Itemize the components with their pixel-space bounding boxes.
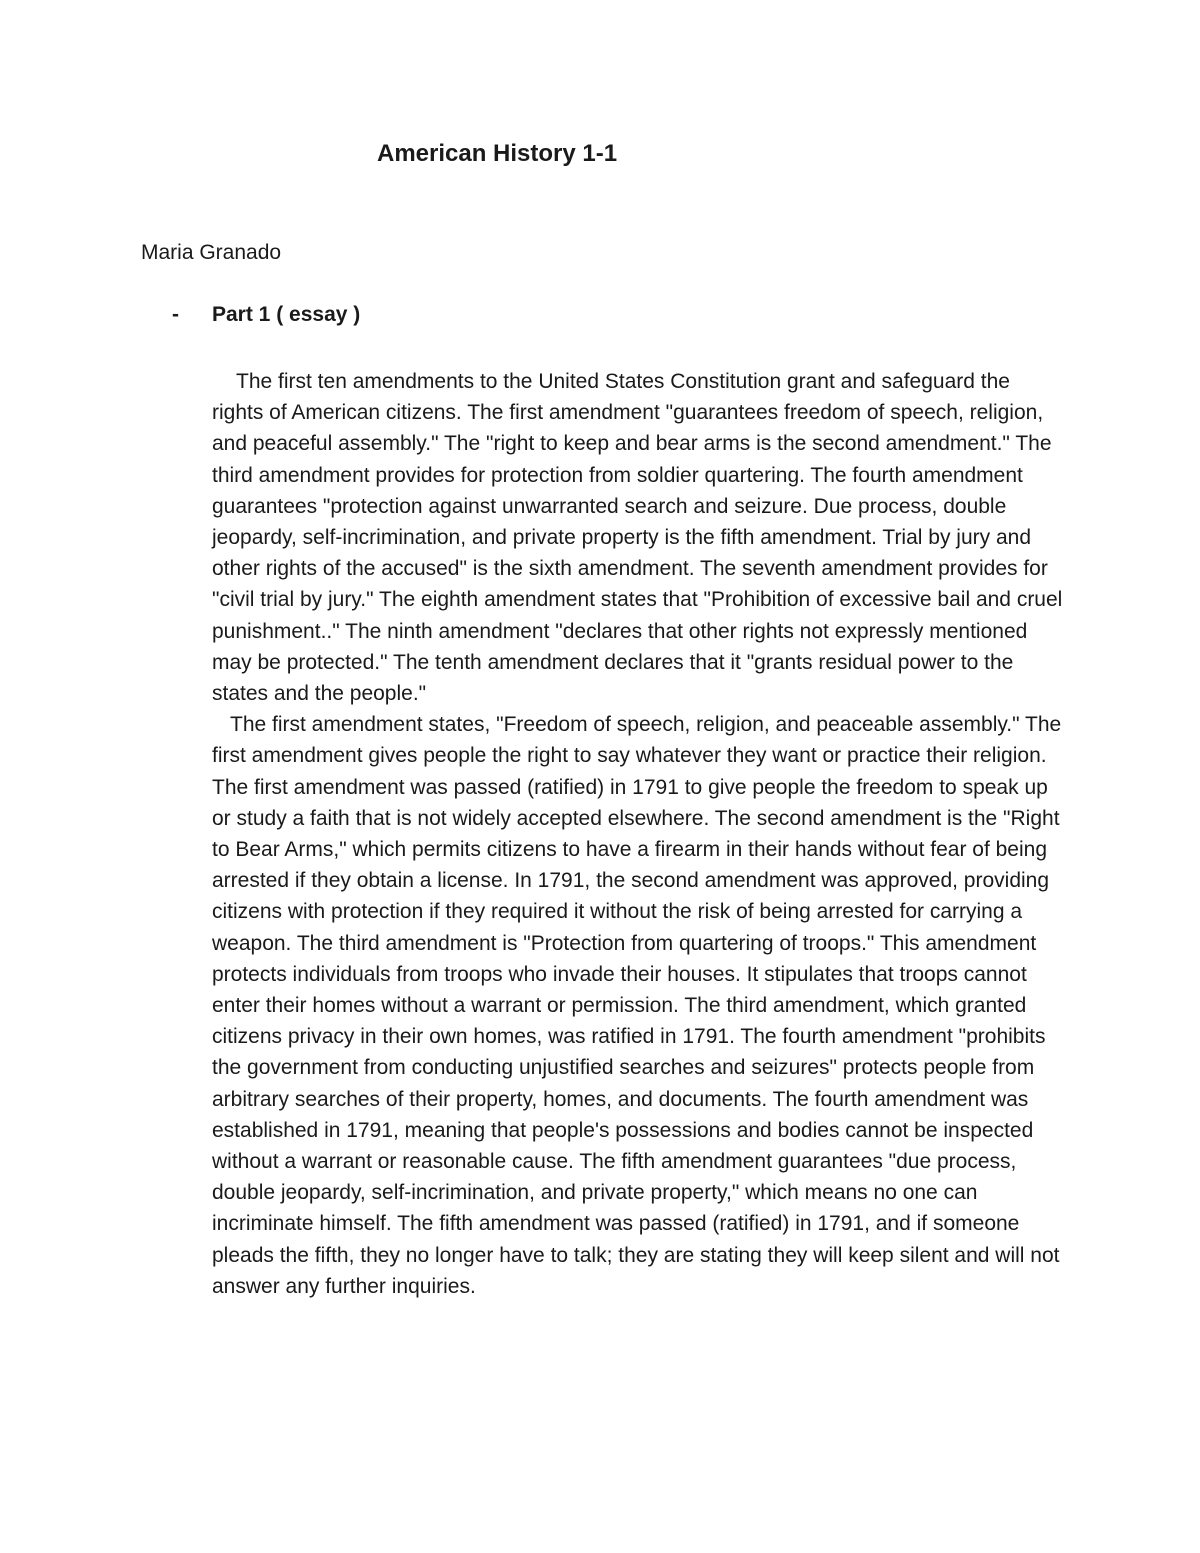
- essay-body: [212, 366, 1067, 1302]
- author-name: Maria Granado: [141, 241, 282, 264]
- list-bullet: -: [172, 303, 179, 326]
- essay-paragraph: The first ten amendments to the United States Constitution grant and safeguard the rights of American citizens. The first amendment "guarantees freedom of speech, religion, and peaceful assembly." The "right to keep and bear arms is the second amendment." The third amendment provides for protection from soldier quartering. The fourth amendment guarantees "protection against unwarranted search and seizure. Due process, double jeopardy, self-incrimination, and private property is the fifth amendment. Trial by jury and other rights of the accused" is the sixth amendment. The seventh amendment provides for "civil trial by jury." The eighth amendment states that "Prohibition of excessive bail and cruel punishment.." The ninth amendment "declares that other rights not expressly mentioned may be protected." The tenth amendment declares that it "grants residual power to the states and the people.": [212, 370, 1063, 706]
- section-heading-row: [172, 303, 360, 327]
- section-heading: Part 1 ( essay ): [212, 303, 361, 326]
- essay-paragraph: The first amendment states, "Freedom of speech, religion, and peaceable assembly." The first amendment gives people the right to say whatever they want or practice their religion. The first amendment was passed (ratified) in 1791 to give people the freedom to speak up or study a faith that is not widely accepted elsewhere. The second amendment is the "Right to Bear Arms," which permits citizens to have a firearm in their hands without fear of being arrested if they obtain a license. In 1791, the second amendment was approved, providing citizens with protection if they required it without the risk of being arrested for carrying a weapon. The third amendment is "Protection from quartering of troops." This amendment protects individuals from troops who invade their houses. It stipulates that troops cannot enter their homes without a warrant or permission. The third amendment, which granted citizens privacy in their own homes, was ratified in 1791. The fourth amendment "prohibits the government from conducting unjustified searches and seizures" protects people from arbitrary searches of their property, homes, and documents. The fourth amendment was established in 1791, meaning that people's possessions and bodies cannot be inspected without a warrant or reasonable cause. The fifth amendment guarantees "due process, double jeopardy, self-incrimination, and private property," which means no one can incriminate himself. The fifth amendment was passed (ratified) in 1791, and if someone pleads the fifth, they no longer have to talk; they are stating they will keep silent and will not answer any further inquiries.: [212, 713, 1062, 1298]
- document-title: American History 1-1: [377, 140, 618, 167]
